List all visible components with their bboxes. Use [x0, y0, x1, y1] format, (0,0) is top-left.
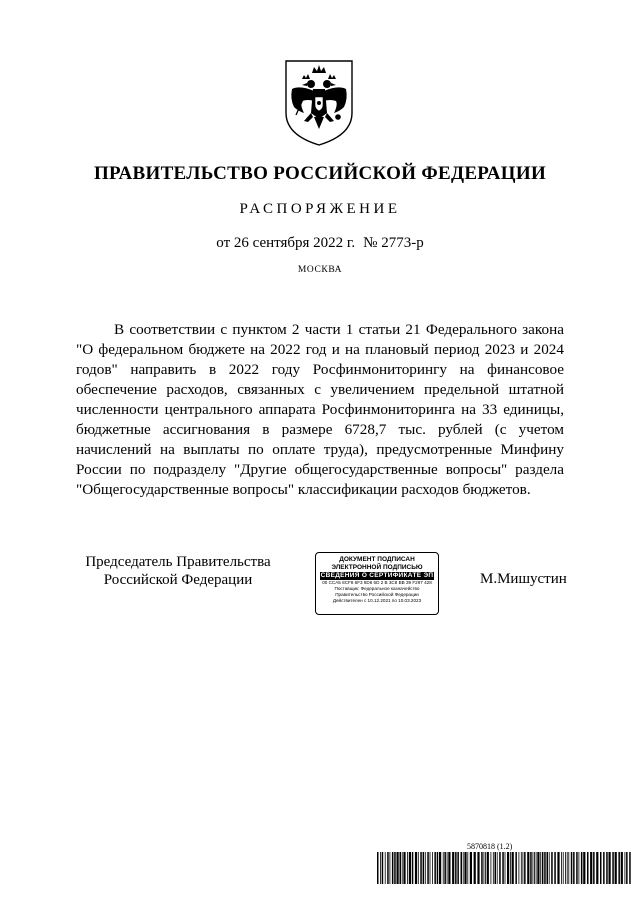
stamp-line1: ДОКУМЕНТ ПОДПИСАН — [339, 556, 415, 563]
signatory-role — [78, 553, 278, 589]
date-line — [0, 235, 640, 252]
stamp-owner: Правительство Российской Федерации — [335, 592, 419, 597]
city: МОСКВА — [297, 265, 343, 275]
signatory-role-line1: Председатель Правительства — [85, 554, 271, 570]
stamp-cert: 00 CCA5 8CF8 6F3 8D6 6D 2 B 3C8 BB 39 F297 428 — [322, 580, 432, 585]
russian-coat-of-arms-icon — [282, 55, 356, 147]
barcode-number: 5870818 (1.2) — [467, 842, 513, 851]
signatory-role-line2: Российской Федерации — [103, 572, 253, 588]
barcode-icon — [377, 852, 631, 884]
stamp-line2: ЭЛЕКТРОННОЙ ПОДПИСЬЮ — [331, 563, 423, 571]
document-type: РАСПОРЯЖЕНИЕ — [239, 201, 401, 217]
document-number: № 2773-р — [363, 235, 424, 251]
document-date: от 26 сентября 2022 г. — [216, 235, 356, 251]
stamp-banner: СВЕДЕНИЯ О СЕРТИФИКАТЕ ЭП — [320, 572, 434, 579]
electronic-signature-stamp — [315, 552, 439, 615]
signatory-name: М.Мишустин — [480, 571, 567, 587]
stamp-validity: Действителен с 10.12.2021 по 10.03.2023 — [332, 598, 422, 603]
stamp-supplier: Поставщик: Федеральное казначейство — [334, 586, 420, 591]
order-text: В соответствии с пунктом 2 части 1 статьи 21 Федерального закона "О федеральном бюджете на 2022 год и на плановый период 2023 и 2024 годов" направить в 2022 году Росфинмониторингу на финансовое обеспечение расходов, связанных с увеличением предельной штатной численности центрального аппарата Росфинмониторинга на 33 единицы, бюджетные ассигнования в размере 6728,7 тыс. рублей (с учетом начислений на выплаты по оплате труда), предусмотренные Минфину России по подразделу "Другие общегосударственные вопросы" раздела "Общегосударственные вопросы" классификации расходов бюджетов. — [76, 321, 564, 498]
government-title: ПРАВИТЕЛЬСТВО РОССИЙСКОЙ ФЕДЕРАЦИИ — [93, 163, 547, 184]
